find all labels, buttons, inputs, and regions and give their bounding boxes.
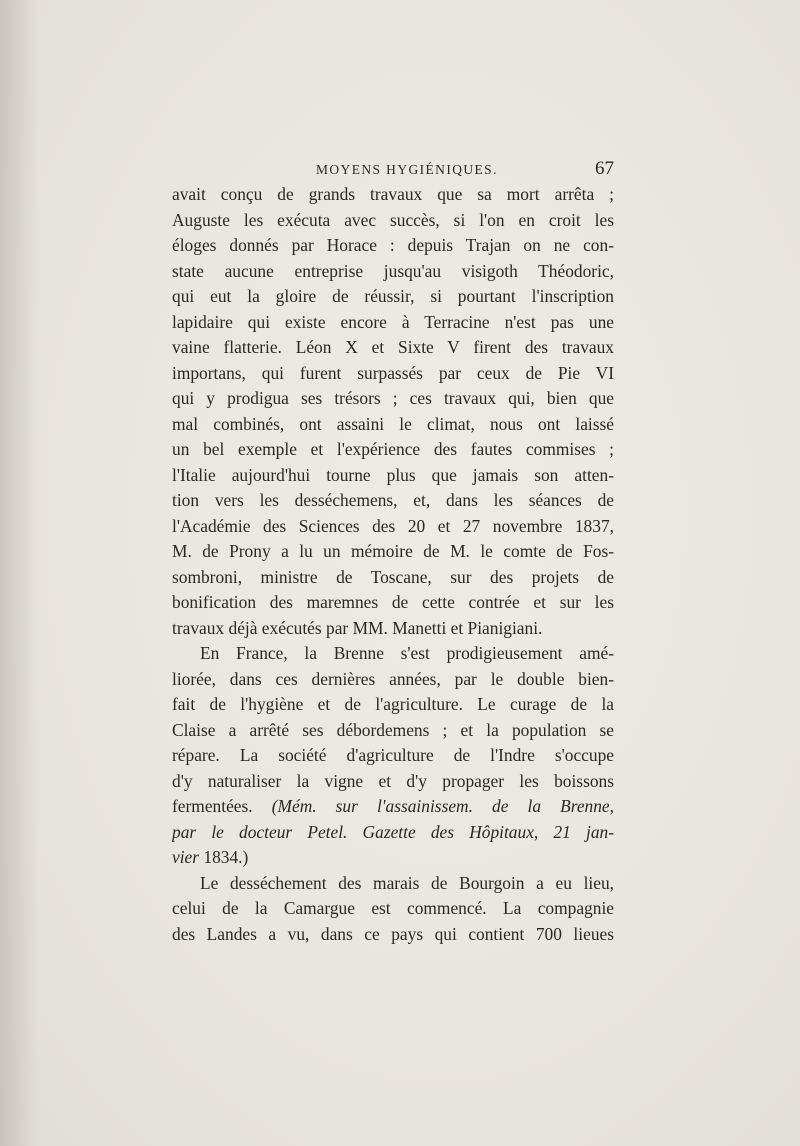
text-line: avait conçu de grands travaux que sa mort arrêta ; <box>172 184 614 204</box>
text-line: lapidaire qui existe encore à Terracine n'est pas une <box>172 311 614 332</box>
text-line: un bel exemple et l'expérience des fautes commises ; <box>172 439 614 459</box>
page-number: 67 <box>595 158 614 179</box>
text-line: celui de la Camargue est commencé. La compagnie <box>172 898 614 918</box>
citation-lead: fermentées. <box>172 796 272 816</box>
page-header <box>172 158 614 182</box>
text-line-with-citation <box>172 794 614 820</box>
text-line: state aucune entreprise jusqu'au visigoth Théodoric, <box>172 260 614 281</box>
citation-year: 1834.) <box>199 847 249 867</box>
text-line: liorée, dans ces dernières années, par le double bien- <box>172 668 614 689</box>
paragraph-start-line: En France, la Brenne s'est prodigieusement amé- <box>200 643 614 663</box>
text-line: l'Académie des Sciences des 20 et 27 novembre 1837, <box>172 515 614 536</box>
paragraph-start-line: Le desséchement des marais de Bourgoin a eu lieu, <box>200 872 614 893</box>
text-line: M. de Prony a lu un mémoire de M. le comte de Fos- <box>172 541 614 561</box>
text-line: mal combinés, ont assaini le climat, nous ont laissé <box>172 413 614 434</box>
text-line: tion vers les desséchemens, et, dans les séances de <box>172 490 614 510</box>
text-line: des Landes a vu, dans ce pays qui contient 700 lieues <box>172 923 614 944</box>
text-line: répare. La société d'agriculture de l'Indre s'occupe <box>172 745 614 765</box>
text-line: vaine flatterie. Léon X et Sixte V firent des travaux <box>172 337 614 357</box>
text-line: travaux déjà exécutés par MM. Manetti et Pianigiani. <box>172 617 543 638</box>
citation-end-line <box>172 845 614 871</box>
text-line: qui y prodigua ses trésors ; ces travaux qui, bien que <box>172 388 614 408</box>
running-head: MOYENS HYGIÉNIQUES. <box>316 162 498 177</box>
body-text <box>172 182 614 947</box>
spine-shadow <box>0 0 40 1146</box>
text-line: fait de l'hygiène et de l'agriculture. Le curage de la <box>172 694 614 714</box>
text-line: Claise a arrêté ses débordemens ; et la population se <box>172 719 614 740</box>
text-line: qui eut la gloire de réussir, si pourtant l'inscription <box>172 286 614 306</box>
citation-italic: (Mém. sur l'assainissem. de la Brenne, <box>271 796 614 816</box>
text-line: l'Italie aujourd'hui tourne plus que jamais son atten- <box>172 464 614 485</box>
text-line: importans, qui furent surpassés par ceux de Pie VI <box>172 362 614 383</box>
text-line: d'y naturaliser la vigne et d'y propager les boissons <box>172 770 614 791</box>
text-line: éloges donnés par Horace : depuis Trajan on ne con- <box>172 235 614 255</box>
citation-line: par le docteur Petel. Gazette des Hôpitaux, 21 jan- <box>172 821 614 842</box>
text-line: sombroni, ministre de Toscane, sur des projets de <box>172 566 614 587</box>
text-line: bonification des maremnes de cette contrée et sur les <box>172 592 614 612</box>
text-line: Auguste les exécuta avec succès, si l'on en croit les <box>172 209 614 230</box>
citation-italic-end: vier <box>172 847 200 867</box>
